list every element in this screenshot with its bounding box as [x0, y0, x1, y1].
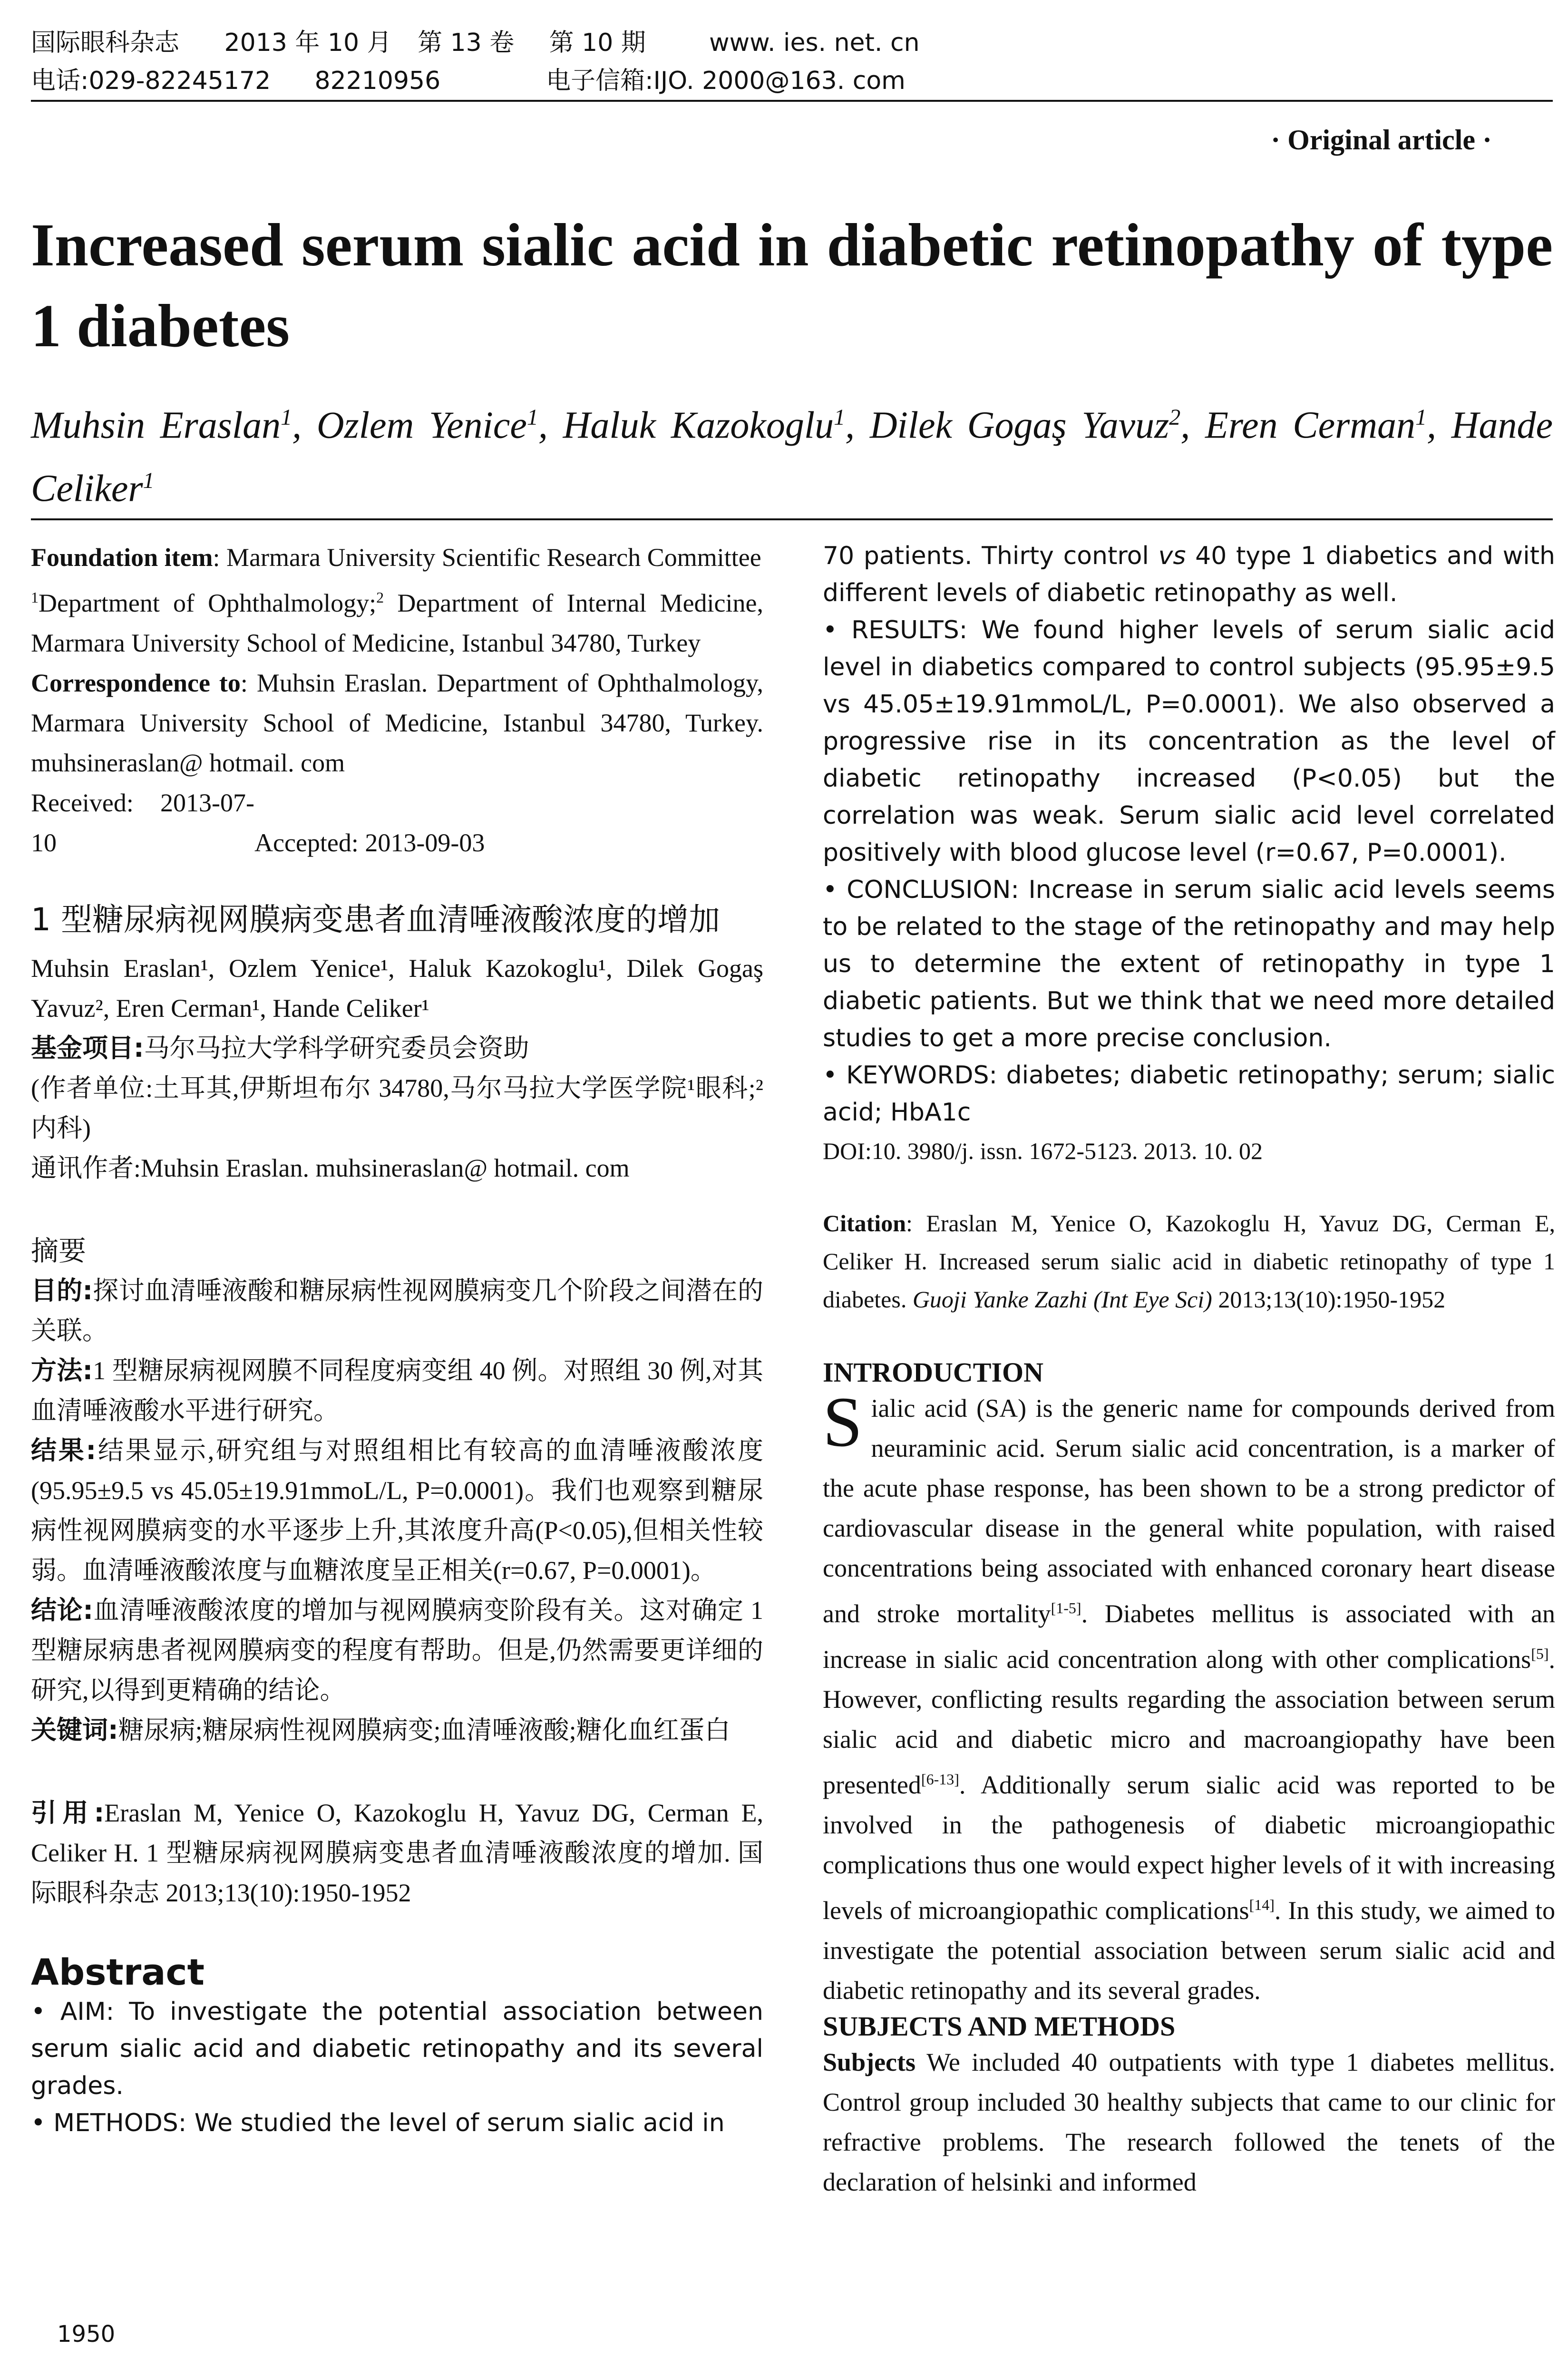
cn-methods-text: 1 型糖尿病视网膜不同程度病变组 40 例。对照组 30 例,对其血清唾液酸水平进行研究。 — [31, 1356, 763, 1425]
email: 电子信箱:IJO. 2000@163. com — [546, 67, 906, 95]
methods-text: We included 40 outpatients with type 1 diabetes mellitus. Control group included 30 healthy subjects that came to our clinic for refractive problems. The research followed the tenets of the declaration of helsinki and informed — [823, 2048, 1555, 2196]
intro-text-1: ialic acid (SA) is the generic name for compounds derived from neuraminic acid. Serum sialic acid concentration, is a marker of the acute phase response, has been shown to be a strong predictor of cardiovascular disease in the general white population, with raised concentrations being associated with enhanced coronary heart disease and stroke mortality — [823, 1394, 1555, 1628]
header-row-2 — [31, 62, 1553, 100]
cn-fund-label: 基金项目: — [31, 1033, 144, 1063]
correspondence — [31, 663, 763, 783]
foundation-label: Foundation item — [31, 543, 213, 572]
cn-results-text: 结果显示,研究组与对照组相比有较高的血清唾液酸浓度(95.95±9.5 vs 45.05±19.91mmoL/L, P=0.0001)。我们也观察到糖尿病性视网膜病变的水平逐步上升,其浓度升高(P<0.05),但相关性较弱。血清唾液酸浓度与血糖浓度呈正相关(r=0.67, P=0.0001)。 — [31, 1436, 763, 1585]
affil-text-2: Department of Internal Medicine, Marmara University School of Medicine, Istanbul 34780, Turkey — [31, 589, 763, 657]
article-type: · Original article · — [1271, 124, 1492, 156]
cn-aim — [31, 1271, 763, 1351]
cn-affiliation: (作者单位:土耳其,伊斯坦布尔 34780,马尔马拉大学医学院¹眼科;²内科) — [31, 1074, 763, 1142]
abstract-aim: • AIM: To investigate the potential association between serum sialic acid and diabetic retinopathy and its several grades. — [31, 1997, 763, 2100]
methods-heading: SUBJECTS AND METHODS — [823, 2011, 1176, 2042]
cn-aim-label: 目的: — [31, 1276, 93, 1305]
abstract-heading: Abstract — [31, 1951, 205, 1993]
accepted-date: Accepted: 2013-09-03 — [254, 828, 485, 857]
methods-body — [823, 2042, 1555, 2202]
abstract-results: • RESULTS: We found higher levels of serum sialic acid level in diabetics compared to control subjects (95.95±9.5 vs 45.05±19.91mmoL/L, P=0.0001). We also observed a progressive rise in its concentration as the level of diabetic retinopathy increased (P<0.05) but the correlation was weak. Serum sialic acid level correlated positively with blood glucose level (r=0.67, P=0.0001). — [823, 616, 1555, 867]
citation-label: Citation — [823, 1210, 906, 1237]
cn-corr-text: Muhsin Eraslan. muhsineraslan@ hotmail. com — [141, 1154, 630, 1182]
affil-sup-1: 1 — [31, 589, 39, 606]
cn-aim-text: 探讨血清唾液酸和糖尿病性视网膜病变几个阶段之间潜在的关联。 — [31, 1276, 763, 1345]
intro-text-4: . Additionally serum sialic acid was reported to be involved in the pathogenesis of diabetic microangiopathic complications thus one would expect higher levels of it with increasing levels of microangiopathic complications — [823, 1771, 1555, 1925]
author-name: Hande Celiker — [31, 404, 1553, 510]
cn-methods — [31, 1351, 763, 1431]
cn-title: 1 型糖尿病视网膜病变患者血清唾液酸浓度的增加 — [31, 901, 720, 938]
reference-link[interactable]: [6-13] — [921, 1771, 959, 1788]
cn-fund — [31, 1028, 763, 1068]
correspondence-label: Correspondence to — [31, 669, 241, 697]
affiliations — [31, 577, 763, 663]
reference-link[interactable]: [14] — [1249, 1896, 1275, 1913]
abstract-keywords: • KEYWORDS: diabetes; diabetic retinopathy; serum; sialic acid; HbA1c — [823, 1061, 1555, 1127]
correspondence-text: : Muhsin Eraslan. Department of Ophthalmology, Marmara University School of Medicine, Istanbul 34780, Turkey. muhsineraslan@ hotmail. com — [31, 669, 763, 777]
title-divider — [31, 518, 1553, 520]
author-affil: 1 — [143, 468, 155, 493]
dates — [31, 783, 763, 863]
affil-sup-2: 2 — [376, 589, 384, 606]
header-divider — [31, 100, 1553, 102]
reference-link[interactable]: [5] — [1531, 1645, 1549, 1662]
author-affil: 1 — [834, 405, 846, 430]
drop-cap: S — [823, 1383, 863, 1461]
author-name: Eren Cerman — [1205, 404, 1415, 447]
cn-results-label: 结果: — [31, 1435, 97, 1465]
cn-citation — [31, 1793, 763, 1913]
issue-date: 2013 年 10 月 — [224, 29, 392, 57]
foundation-text: : Marmara University Scientific Research Committee — [213, 543, 761, 572]
affil-text-1: Department of Ophthalmology; — [39, 589, 377, 617]
introduction-heading: INTRODUCTION — [823, 1357, 1044, 1388]
cn-fund-text: 马尔马拉大学科学研究委员会资助 — [144, 1034, 529, 1062]
issue: 第 10 期 — [549, 29, 646, 57]
intro-text-5: . In this study, we aimed to investigate the potential association between serum sialic acid and diabetic retinopathy and its several grades. — [823, 1896, 1555, 2005]
cn-abstract-label: 摘要 — [31, 1235, 87, 1267]
cn-methods-label: 方法: — [31, 1355, 93, 1385]
intro-text-3: . However, conflicting results regarding the association between serum sialic acid and diabetic micro and macroangiopathy have been presented — [823, 1645, 1555, 1799]
citation-text: : Eraslan M, Yenice O, Kazokoglu H, Yavuz DG, Cerman E, Celiker H. Increased serum sialic acid in diabetic retinopathy of type 1 diabetes. — [823, 1210, 1555, 1313]
author-list: Muhsin Eraslan$^1$, Ozlem Yenice$^1$, Haluk Kazokoglu$^1$, Dilek Gogaş Yavuz$^2$, Eren Cerman$^1$, Hande Celiker$^1$ — [31, 404, 1553, 510]
cn-conclusion-label: 结论: — [31, 1595, 93, 1625]
cn-keywords-text: 糖尿病;糖尿病性视网膜病变;血清唾液酸;糖化血红蛋白 — [118, 1716, 730, 1744]
author-name: Dilek Gogaş Yavuz — [869, 404, 1169, 447]
author-affil: 1 — [526, 405, 538, 430]
abstract-methods-continued: 70 patients. Thirty control vs 40 type 1 diabetics and with different levels of diabetic retinopathy as well. — [823, 542, 1555, 607]
website: www. ies. net. cn — [709, 29, 920, 57]
author-affil: 1 — [281, 405, 292, 430]
cn-keywords-label: 关键词: — [31, 1715, 118, 1745]
abstract-methods-start: • METHODS: We studied the level of serum sialic acid in — [31, 2109, 725, 2137]
cn-correspondence — [31, 1148, 763, 1188]
doi: DOI:10. 3980/j. issn. 1672-5123. 2013. 10. 02 — [823, 1138, 1263, 1164]
phone-2: 82210956 — [314, 67, 441, 95]
intro-text-2: . Diabetes mellitus is associated with an increase in sialic acid concentration along with other complications — [823, 1599, 1555, 1674]
foundation-item — [31, 537, 763, 577]
cn-conclusion — [31, 1590, 763, 1710]
header-row-1 — [31, 24, 1553, 62]
cn-cite-text: Eraslan M, Yenice O, Kazokoglu H, Yavuz DG, Cerman E, Celiker H. 1 型糖尿病视网膜病变患者血清唾液酸浓度的增加. 国际眼科杂志 2013;13(10):1950-1952 — [31, 1799, 763, 1907]
citation — [823, 1204, 1555, 1318]
author-affil: 1 — [1415, 405, 1427, 430]
cn-corr-label: 通讯作者: — [31, 1154, 141, 1182]
article-title: Increased serum sialic acid in diabetic retinopathy of type 1 diabetes — [31, 211, 1553, 360]
cn-cite-label: 引用: — [31, 1798, 105, 1828]
cn-results — [31, 1431, 763, 1590]
introduction-body — [823, 1383, 1555, 2010]
right-column — [823, 537, 1555, 2202]
citation-tail: 2013;13(10):1950-1952 — [1218, 1286, 1446, 1313]
volume: 第 13 卷 — [418, 29, 515, 57]
author-name: Ozlem Yenice — [316, 404, 527, 447]
abstract-conclusion: • CONCLUSION: Increase in serum sialic acid levels seems to be related to the stage of the retinopathy and may help us to determine the extent of retinopathy in type 1 diabetic patients. But we think that we need more detailed studies to get a more precise conclusion. — [823, 876, 1555, 1052]
reference-link[interactable]: [1-5] — [1051, 1599, 1081, 1617]
left-column — [31, 537, 763, 2142]
page-number: 1950 — [57, 2321, 116, 2348]
citation-journal: Guoji Yanke Zazhi (Int Eye Sci) — [906, 1286, 1218, 1313]
received-date: Received: 2013-07-10 — [31, 789, 254, 857]
journal-header — [31, 24, 1553, 100]
cn-keywords — [31, 1710, 763, 1750]
cn-authors: Muhsin Eraslan¹, Ozlem Yenice¹, Haluk Kazokoglu¹, Dilek Gogaş Yavuz², Eren Cerman¹, Hande Celiker¹ — [31, 954, 763, 1023]
journal-name: 国际眼科杂志 — [31, 29, 180, 57]
author-name: Muhsin Eraslan — [31, 404, 281, 447]
subjects-label: Subjects — [823, 2048, 916, 2076]
author-name: Haluk Kazokoglu — [563, 404, 834, 447]
phone: 电话:029-82245172 — [31, 67, 271, 95]
author-affil: 2 — [1169, 405, 1181, 430]
cn-conclusion-text: 血清唾液酸浓度的增加与视网膜病变阶段有关。这对确定 1 型糖尿病患者视网膜病变的程度有帮助。但是,仍然需要更详细的研究,以得到更精确的结论。 — [31, 1596, 763, 1705]
